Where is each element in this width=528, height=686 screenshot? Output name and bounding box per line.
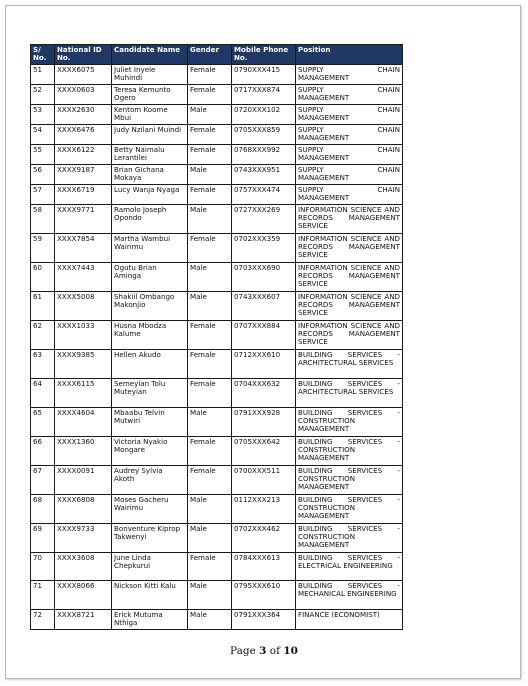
cell-position: SUPPLY CHAIN MANAGEMENT (296, 165, 403, 185)
table-row (31, 234, 403, 263)
cell-mobile: 0702XXX359 (232, 234, 296, 263)
cell-candidate-name: Juliet Inyele Muhindi (112, 65, 188, 85)
cell-candidate-name: Husna Mbodza Kalume (112, 321, 188, 350)
cell-mobile: 0791XXX928 (232, 408, 296, 437)
table-row (31, 408, 403, 437)
cell-mobile: 0784XXX613 (232, 553, 296, 581)
cell-mobile: 0705XXX859 (232, 125, 296, 145)
cell-national-id: XXXX1033 (55, 321, 112, 350)
cell-sno: 63 (31, 350, 55, 379)
cell-gender: Male (188, 581, 232, 610)
cell-gender: Male (188, 495, 232, 524)
cell-sno: 66 (31, 437, 55, 466)
cell-gender: Female (188, 466, 232, 495)
cell-candidate-name: Ogutu Brian Aminga (112, 263, 188, 292)
cell-gender: Female (188, 321, 232, 350)
cell-sno: 70 (31, 553, 55, 581)
cell-gender: Female (188, 553, 232, 581)
cell-mobile: 0700XXX511 (232, 466, 296, 495)
cell-gender: Male (188, 263, 232, 292)
cell-national-id: XXXX6122 (55, 145, 112, 165)
col-header-mobile: Mobile Phone No. (232, 45, 296, 65)
table-row (31, 185, 403, 205)
cell-mobile: 0702XXX462 (232, 524, 296, 553)
cell-national-id: XXXX6476 (55, 125, 112, 145)
cell-national-id: XXXX6808 (55, 495, 112, 524)
cell-mobile: 0791XXX364 (232, 610, 296, 630)
cell-sno: 71 (31, 581, 55, 610)
cell-national-id: XXXX0603 (55, 85, 112, 105)
table-row (31, 292, 403, 321)
cell-sno: 54 (31, 125, 55, 145)
cell-national-id: XXXX9385 (55, 350, 112, 379)
cell-national-id: XXXX2630 (55, 105, 112, 125)
cell-position: BUILDING SERVICES - CONSTRUCTION MANAGEMENT (296, 408, 403, 437)
cell-candidate-name: Brian Gichana Mokaya (112, 165, 188, 185)
cell-sno: 69 (31, 524, 55, 553)
cell-gender: Female (188, 185, 232, 205)
cell-gender: Female (188, 234, 232, 263)
cell-position: SUPPLY CHAIN MANAGEMENT (296, 145, 403, 165)
cell-mobile: 0704XXX632 (232, 379, 296, 408)
cell-position: BUILDING SERVICES - CONSTRUCTION MANAGEMENT (296, 466, 403, 495)
cell-mobile: 0707XXX884 (232, 321, 296, 350)
cell-position: INFORMATION SCIENCE AND RECORDS MANAGEMENT SERVICE (296, 292, 403, 321)
cell-national-id: XXXX9771 (55, 205, 112, 234)
table-row (31, 105, 403, 125)
cell-mobile: 0790XXX415 (232, 65, 296, 85)
cell-mobile: 0743XXX951 (232, 165, 296, 185)
cell-candidate-name: Lucy Wanja Nyaga (112, 185, 188, 205)
page-total: 10 (283, 645, 298, 657)
cell-sno: 60 (31, 263, 55, 292)
table-row (31, 165, 403, 185)
cell-candidate-name: Victoria Nyakio Mongare (112, 437, 188, 466)
cell-national-id: XXXX7854 (55, 234, 112, 263)
cell-sno: 64 (31, 379, 55, 408)
cell-gender: Female (188, 65, 232, 85)
table-row (31, 379, 403, 408)
cell-candidate-name: Martha Wambui Wairimu (112, 234, 188, 263)
cell-gender: Female (188, 350, 232, 379)
cell-candidate-name: Shakiil Ombango Makonjio (112, 292, 188, 321)
cell-national-id: XXXX4604 (55, 408, 112, 437)
cell-sno: 59 (31, 234, 55, 263)
cell-mobile: 0795XXX610 (232, 581, 296, 610)
table-row (31, 321, 403, 350)
cell-mobile: 0727XXX269 (232, 205, 296, 234)
table-row (31, 263, 403, 292)
cell-gender: Female (188, 85, 232, 105)
cell-candidate-name: June Linda Chepkurui (112, 553, 188, 581)
cell-position: BUILDING SERVICES - CONSTRUCTION MANAGEMENT (296, 437, 403, 466)
cell-gender: Male (188, 610, 232, 630)
cell-mobile: 0768XXX992 (232, 145, 296, 165)
cell-candidate-name: Betty Naimalu Lerantilei (112, 145, 188, 165)
cell-national-id: XXXX0091 (55, 466, 112, 495)
candidates-table (30, 44, 403, 630)
cell-national-id: XXXX6115 (55, 379, 112, 408)
table-row (31, 205, 403, 234)
table-row (31, 437, 403, 466)
table-row (31, 553, 403, 581)
cell-mobile: 0112XXX213 (232, 495, 296, 524)
cell-sno: 56 (31, 165, 55, 185)
cell-sno: 53 (31, 105, 55, 125)
cell-sno: 62 (31, 321, 55, 350)
cell-national-id: XXXX3608 (55, 553, 112, 581)
cell-position: INFORMATION SCIENCE AND RECORDS MANAGEMENT SERVICE (296, 205, 403, 234)
cell-mobile: 0720XXX102 (232, 105, 296, 125)
cell-national-id: XXXX1360 (55, 437, 112, 466)
cell-gender: Female (188, 145, 232, 165)
cell-gender: Female (188, 437, 232, 466)
cell-candidate-name: Ramolo Joseph Opondo (112, 205, 188, 234)
col-header-position: Position (296, 45, 403, 65)
cell-sno: 72 (31, 610, 55, 630)
cell-sno: 52 (31, 85, 55, 105)
cell-position: BUILDING SERVICES - CONSTRUCTION MANAGEMENT (296, 495, 403, 524)
cell-mobile: 0712XXX610 (232, 350, 296, 379)
table-row (31, 125, 403, 145)
cell-position: INFORMATION SCIENCE AND RECORDS MANAGEMENT SERVICE (296, 263, 403, 292)
cell-national-id: XXXX6719 (55, 185, 112, 205)
cell-candidate-name: Teresa Kemunto Ogero (112, 85, 188, 105)
cell-gender: Female (188, 379, 232, 408)
cell-sno: 55 (31, 145, 55, 165)
table-row (31, 581, 403, 610)
cell-position: INFORMATION SCIENCE AND RECORDS MANAGEMENT SERVICE (296, 234, 403, 263)
cell-national-id: XXXX5008 (55, 292, 112, 321)
table-header-row (31, 45, 403, 65)
cell-gender: Male (188, 524, 232, 553)
col-header-national-id: National ID No. (55, 45, 112, 65)
cell-position: SUPPLY CHAIN MANAGEMENT (296, 125, 403, 145)
cell-sno: 58 (31, 205, 55, 234)
cell-position: BUILDING SERVICES - MECHANICAL ENGINEERING (296, 581, 403, 610)
cell-candidate-name: Hellen Akudo (112, 350, 188, 379)
cell-candidate-name: Nickson Kitti Kalu (112, 581, 188, 610)
cell-mobile: 0705XXX642 (232, 437, 296, 466)
cell-position: FINANCE (ECONOMIST) (296, 610, 403, 630)
cell-mobile: 0743XXX607 (232, 292, 296, 321)
table-row (31, 466, 403, 495)
cell-gender: Male (188, 408, 232, 437)
cell-candidate-name: Semeyian Tolu Muteyian (112, 379, 188, 408)
cell-position: INFORMATION SCIENCE AND RECORDS MANAGEMENT SERVICE (296, 321, 403, 350)
page-current: 3 (259, 645, 267, 657)
page-of: of (266, 645, 284, 657)
table-row (31, 85, 403, 105)
page-footer (0, 645, 528, 657)
cell-candidate-name: Audrey Sylvia Akoth (112, 466, 188, 495)
cell-gender: Male (188, 105, 232, 125)
cell-candidate-name: Judy Nzilani Muindi (112, 125, 188, 145)
col-header-gender: Gender (188, 45, 232, 65)
page-label: Page (230, 645, 260, 657)
cell-mobile: 0717XXX874 (232, 85, 296, 105)
table-row (31, 610, 403, 630)
table-row (31, 145, 403, 165)
cell-mobile: 0703XXX690 (232, 263, 296, 292)
cell-sno: 51 (31, 65, 55, 85)
col-header-sno: S/ No. (31, 45, 55, 65)
cell-candidate-name: Bonventure Kiprop Takwenyi (112, 524, 188, 553)
cell-sno: 65 (31, 408, 55, 437)
cell-position: BUILDING SERVICES - CONSTRUCTION MANAGEMENT (296, 524, 403, 553)
cell-position: BUILDING SERVICES - ARCHITECTURAL SERVICES (296, 379, 403, 408)
cell-candidate-name: Erick Mutuma Nthiga (112, 610, 188, 630)
cell-position: SUPPLY CHAIN MANAGEMENT (296, 105, 403, 125)
cell-position: BUILDING SERVICES - ARCHITECTURAL SERVICES (296, 350, 403, 379)
cell-gender: Male (188, 165, 232, 185)
cell-position: BUILDING SERVICES - ELECTRICAL ENGINEERING (296, 553, 403, 581)
cell-gender: Male (188, 292, 232, 321)
cell-position: SUPPLY CHAIN MANAGEMENT (296, 185, 403, 205)
cell-candidate-name: Mbaabu Telvin Mutwiri (112, 408, 188, 437)
table-row (31, 495, 403, 524)
table-row (31, 524, 403, 553)
cell-gender: Male (188, 205, 232, 234)
cell-position: SUPPLY CHAIN MANAGEMENT (296, 65, 403, 85)
cell-national-id: XXXX6075 (55, 65, 112, 85)
table-row (31, 350, 403, 379)
cell-sno: 61 (31, 292, 55, 321)
cell-gender: Female (188, 125, 232, 145)
table-row (31, 65, 403, 85)
cell-national-id: XXXX8721 (55, 610, 112, 630)
cell-candidate-name: Kentom Koome Mbui (112, 105, 188, 125)
cell-sno: 67 (31, 466, 55, 495)
cell-mobile: 0757XXX474 (232, 185, 296, 205)
cell-national-id: XXXX8066 (55, 581, 112, 610)
cell-candidate-name: Moses Gacheru Wairimu (112, 495, 188, 524)
cell-position: SUPPLY CHAIN MANAGEMENT (296, 85, 403, 105)
cell-sno: 68 (31, 495, 55, 524)
col-header-candidate-name: Candidate Name (112, 45, 188, 65)
cell-national-id: XXXX9187 (55, 165, 112, 185)
cell-national-id: XXXX7443 (55, 263, 112, 292)
cell-sno: 57 (31, 185, 55, 205)
cell-national-id: XXXX9733 (55, 524, 112, 553)
